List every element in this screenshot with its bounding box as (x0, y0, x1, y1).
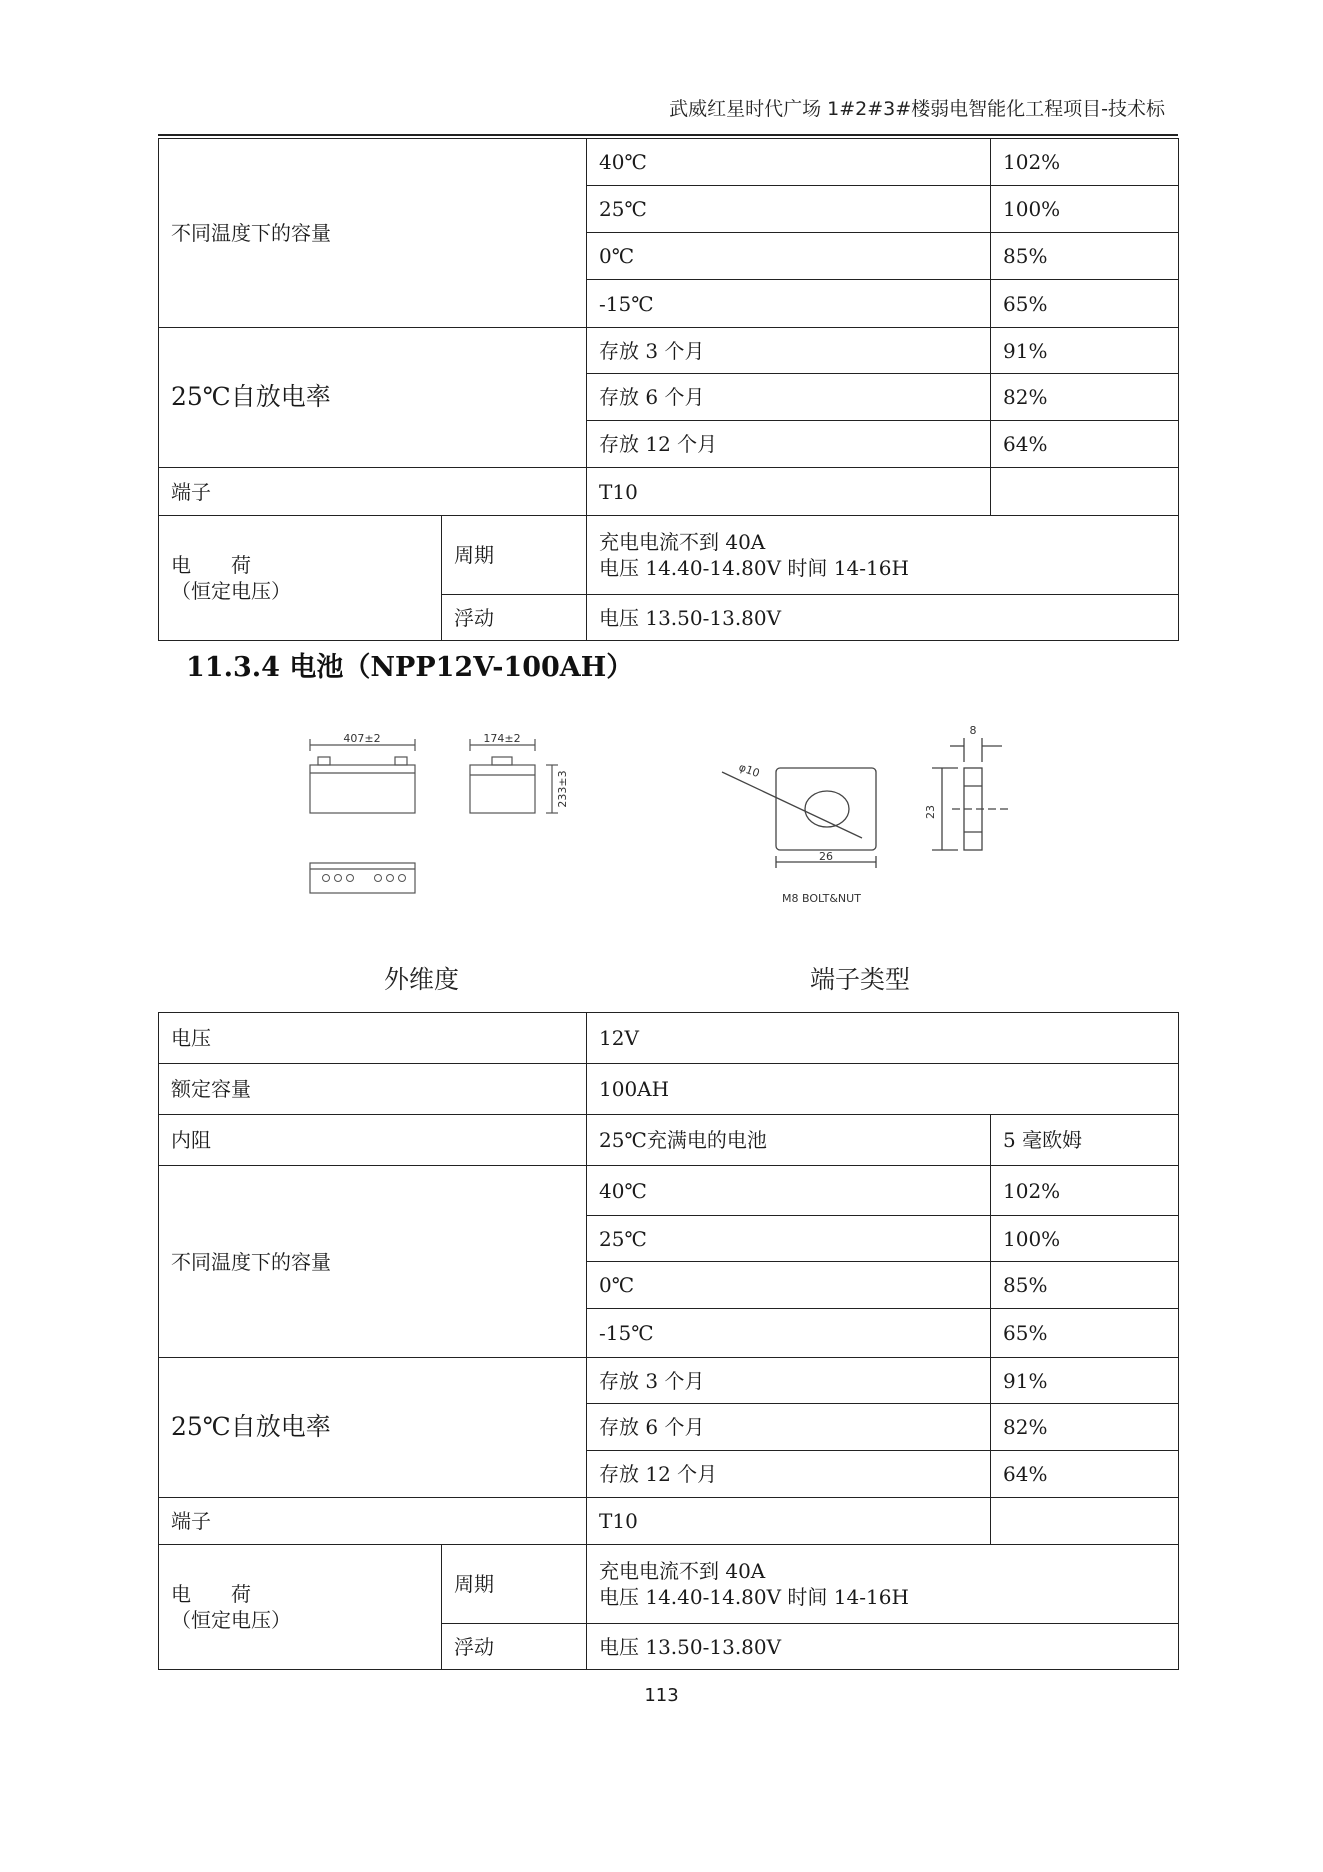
terminal-value: T10 (587, 468, 991, 516)
value-cell: 85% (991, 1262, 1179, 1309)
value-cell: 65% (991, 1309, 1179, 1358)
voltage-value: 12V (587, 1013, 1179, 1064)
cycle-value-line1: 充电电流不到 40A (599, 530, 766, 554)
table-row (159, 139, 1179, 186)
table-row (159, 1115, 1179, 1166)
table-row (159, 1013, 1179, 1064)
caption-left: 外维度 (384, 965, 460, 994)
cycle-value-line2: 电压 14.40-14.80V 时间 14-16H (599, 556, 909, 580)
charge-label-line1: 电 荷 (171, 1582, 251, 1606)
caption-right: 端子类型 (810, 965, 911, 994)
temp-cell: 25℃ (587, 186, 991, 233)
selfdischarge-label: 25℃自放电率 (159, 1358, 587, 1498)
spec-table (158, 1012, 1179, 1670)
value-cell: 102% (991, 1166, 1179, 1216)
table-row (159, 1166, 1179, 1216)
section-heading: 电池（NPP12V-100AH） (289, 652, 634, 683)
period-cell: 存放 12 个月 (587, 1451, 991, 1498)
cycle-label: 周期 (442, 516, 587, 595)
float-value: 电压 13.50-13.80V (587, 1624, 1179, 1670)
table-row (159, 1358, 1179, 1404)
table-row (159, 1498, 1179, 1545)
selfdischarge-label: 25℃自放电率 (159, 328, 587, 468)
temp-cell: 40℃ (587, 1166, 991, 1216)
value-cell: 100% (991, 1216, 1179, 1262)
empty-cell (991, 468, 1179, 516)
value-cell: 82% (991, 1404, 1179, 1451)
value-cell: 85% (991, 233, 1179, 280)
float-value: 电压 13.50-13.80V (587, 595, 1179, 641)
section-number: 11.3.4 (186, 652, 280, 683)
table-row (159, 1064, 1179, 1115)
dim-length: 407±2 (343, 732, 381, 745)
charge-label (159, 516, 442, 641)
period-cell: 存放 6 个月 (587, 1404, 991, 1451)
temp-cell: 25℃ (587, 1216, 991, 1262)
rated-value: 100AH (587, 1064, 1179, 1115)
period-cell: 存放 3 个月 (587, 328, 991, 374)
value-cell: 82% (991, 374, 1179, 421)
charge-label-line2: （恒定电压） (171, 1608, 291, 1632)
resistance-cond: 25℃充满电的电池 (587, 1115, 991, 1166)
temp-cell: 0℃ (587, 1262, 991, 1309)
dim-term-width: 26 (819, 850, 833, 863)
terminal-label: 端子 (159, 468, 587, 516)
value-cell: 91% (991, 1358, 1179, 1404)
terminal-label: 端子 (159, 1498, 587, 1545)
cycle-label: 周期 (442, 1545, 587, 1624)
cycle-value (587, 516, 1179, 595)
section-title (186, 645, 633, 684)
charge-label-line2: （恒定电压） (171, 579, 291, 603)
cycle-value-line1: 充电电流不到 40A (599, 1559, 766, 1583)
value-cell: 100% (991, 186, 1179, 233)
table-row (159, 468, 1179, 516)
resistance-value: 5 毫欧姆 (991, 1115, 1179, 1166)
temp-cell: -15℃ (587, 1309, 991, 1358)
value-cell: 65% (991, 280, 1179, 328)
page-header: 武威红星时代广场 1#2#3#楼弱电智能化工程项目-技术标 (669, 98, 1165, 120)
charge-label-line1: 电 荷 (171, 553, 251, 577)
table-row (159, 1545, 1179, 1624)
empty-cell (991, 1498, 1179, 1545)
period-cell: 存放 12 个月 (587, 421, 991, 468)
table-row (159, 516, 1179, 595)
resistance-label: 内阻 (159, 1115, 587, 1166)
cycle-value (587, 1545, 1179, 1624)
value-cell: 64% (991, 1451, 1179, 1498)
float-label: 浮动 (442, 1624, 587, 1670)
dim-width: 174±2 (483, 732, 521, 745)
header-rule (158, 134, 1178, 136)
battery-dimension-drawing (300, 725, 590, 925)
spec-table-continued (158, 138, 1179, 641)
dim-hole: φ10 (736, 760, 762, 781)
terminal-value: T10 (587, 1498, 991, 1545)
dim-thickness: 8 (969, 724, 977, 737)
capacity-label: 不同温度下的容量 (159, 139, 587, 328)
page-number: 113 (644, 1685, 679, 1706)
value-cell: 91% (991, 328, 1179, 374)
value-cell: 64% (991, 421, 1179, 468)
bolt-label: M8 BOLT&NUT (782, 892, 861, 905)
terminal-type-drawing (712, 720, 1032, 920)
period-cell: 存放 6 个月 (587, 374, 991, 421)
temp-cell: 0℃ (587, 233, 991, 280)
charge-label (159, 1545, 442, 1670)
cycle-value-line2: 电压 14.40-14.80V 时间 14-16H (599, 1585, 909, 1609)
temp-cell: -15℃ (587, 280, 991, 328)
table-row (159, 328, 1179, 374)
dim-height: 233±3 (556, 770, 569, 808)
value-cell: 102% (991, 139, 1179, 186)
rated-label: 额定容量 (159, 1064, 587, 1115)
capacity-label: 不同温度下的容量 (159, 1166, 587, 1358)
dim-term-height: 23 (924, 805, 937, 819)
temp-cell: 40℃ (587, 139, 991, 186)
period-cell: 存放 3 个月 (587, 1358, 991, 1404)
float-label: 浮动 (442, 595, 587, 641)
voltage-label: 电压 (159, 1013, 587, 1064)
